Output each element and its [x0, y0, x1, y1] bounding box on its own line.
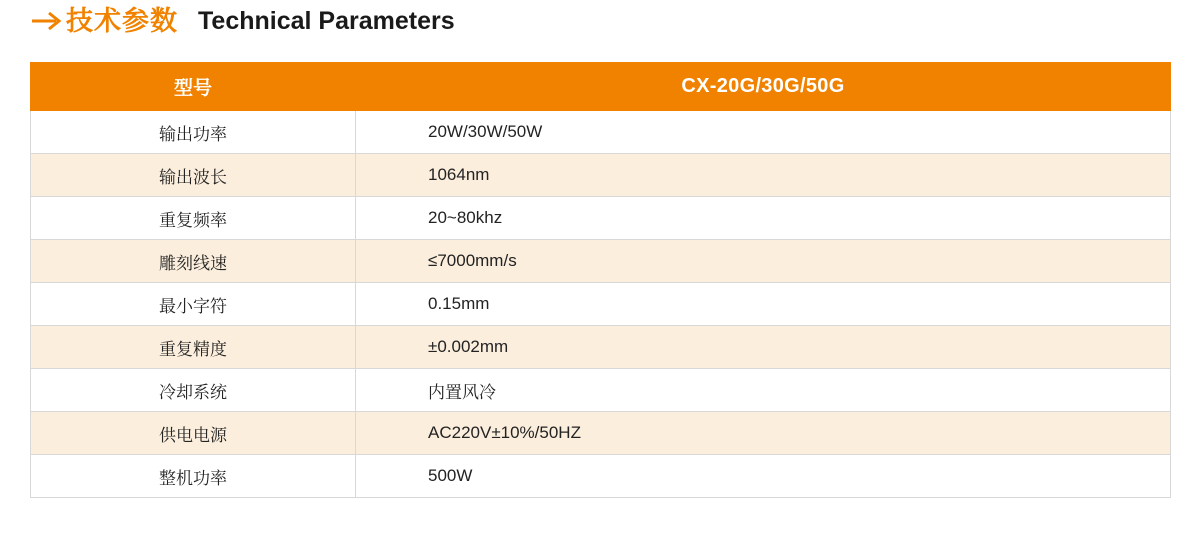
- arrow-right-icon: [30, 6, 64, 36]
- technical-parameters-table: [30, 62, 1171, 498]
- row-value: AC220V±10%/50HZ: [356, 412, 1171, 455]
- table-header-row: [31, 63, 1171, 111]
- row-label: 重复精度: [31, 326, 356, 369]
- row-label: 冷却系统: [31, 369, 356, 412]
- table-row: [31, 369, 1171, 412]
- column-header-values: CX-20G/30G/50G: [356, 63, 1171, 111]
- column-header-model: 型号: [31, 63, 356, 111]
- row-value: 500W: [356, 455, 1171, 498]
- row-value: 内置风冷: [356, 369, 1171, 412]
- table-row: [31, 455, 1171, 498]
- table-row: [31, 111, 1171, 154]
- table-row: [31, 240, 1171, 283]
- row-label: 输出功率: [31, 111, 356, 154]
- row-value: ±0.002mm: [356, 326, 1171, 369]
- row-label: 最小字符: [31, 283, 356, 326]
- table-row: [31, 154, 1171, 197]
- table-header: [31, 63, 1171, 111]
- row-label: 整机功率: [31, 455, 356, 498]
- table-row: [31, 326, 1171, 369]
- page-title-cn: 技术参数: [66, 5, 178, 36]
- table-body: [31, 111, 1171, 498]
- page-title-en: Technical Parameters: [198, 6, 455, 35]
- row-label: 雕刻线速: [31, 240, 356, 283]
- row-value: 20W/30W/50W: [356, 111, 1171, 154]
- row-label: 输出波长: [31, 154, 356, 197]
- row-label: 重复频率: [31, 197, 356, 240]
- table-row: [31, 197, 1171, 240]
- row-value: 1064nm: [356, 154, 1171, 197]
- row-value: ≤7000mm/s: [356, 240, 1171, 283]
- row-label: 供电电源: [31, 412, 356, 455]
- table-row: [31, 412, 1171, 455]
- row-value: 20~80khz: [356, 197, 1171, 240]
- row-value: 0.15mm: [356, 283, 1171, 326]
- section-header: [0, 0, 1200, 44]
- table-row: [31, 283, 1171, 326]
